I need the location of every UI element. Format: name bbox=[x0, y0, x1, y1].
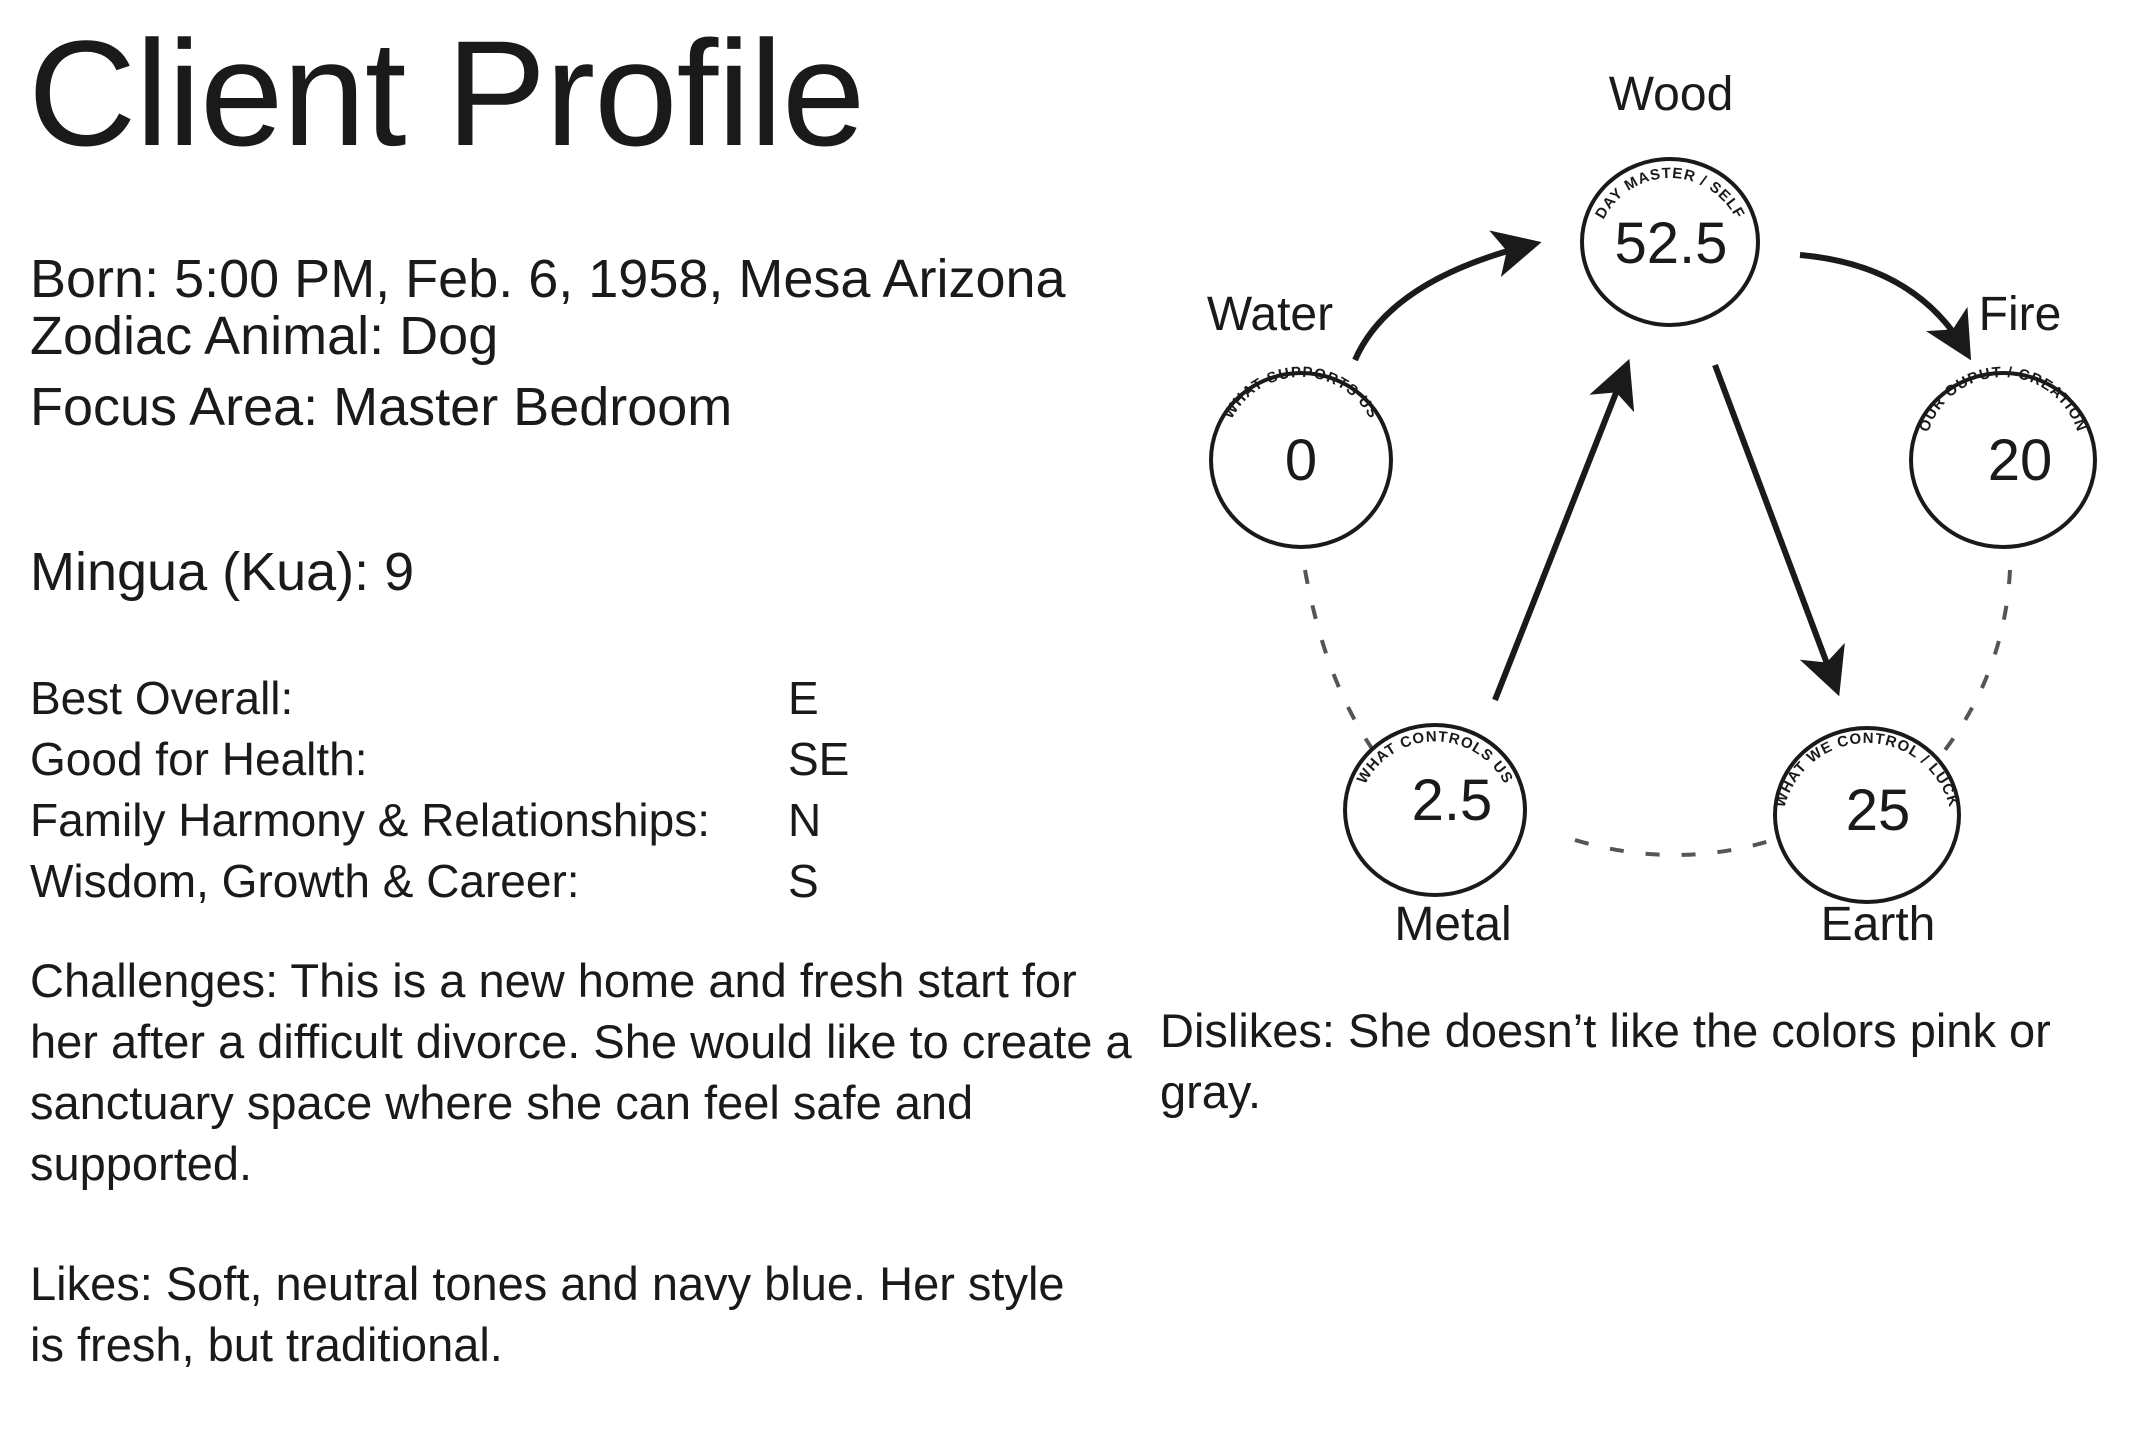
element-role-fire: OUR OUPUT / CREATION bbox=[1915, 363, 2091, 435]
element-name-wood: Wood bbox=[1608, 68, 1734, 121]
element-role-earth: WHAT WE CONTROL / LUCK bbox=[1771, 729, 1963, 810]
dashed-link bbox=[1945, 570, 2010, 750]
direction-label: Family Harmony & Relationships: bbox=[30, 794, 711, 846]
element-value-fire: 20 bbox=[1987, 428, 2053, 493]
direction-label: Good for Health: bbox=[30, 733, 368, 785]
element-value-metal: 2.5 bbox=[1411, 768, 1493, 833]
kua-number: Mingua (Kua): 9 bbox=[30, 542, 415, 602]
element-role-wood: DAY MASTER / SELF bbox=[1592, 164, 1748, 222]
focus-area: Focus Area: Master Bedroom bbox=[30, 377, 733, 437]
element-value-earth: 25 bbox=[1845, 778, 1911, 843]
likes-text: Likes: Soft, neutral tones and navy blue. Her style is fresh, but traditional. bbox=[30, 1257, 1065, 1371]
five-elements-diagram bbox=[1155, 60, 2152, 1000]
direction-label: Wisdom, Growth & Career: bbox=[30, 855, 580, 907]
element-role-metal: WHAT CONTROLS US bbox=[1353, 728, 1517, 787]
zodiac-animal: Zodiac Animal: Dog bbox=[30, 306, 499, 366]
dashed-link bbox=[1305, 570, 1373, 750]
element-value-wood: 52.5 bbox=[1614, 211, 1728, 276]
direction-label: Best Overall: bbox=[30, 672, 294, 724]
arrow-water-to-wood bbox=[1355, 245, 1530, 360]
element-name-fire: Fire bbox=[1978, 288, 2062, 341]
dashed-link bbox=[1575, 840, 1773, 855]
page-title: Client Profile bbox=[28, 9, 865, 177]
direction-value: SE bbox=[788, 733, 850, 785]
element-value-water: 0 bbox=[1284, 428, 1318, 493]
birth-info: Born: 5:00 PM, Feb. 6, 1958, Mesa Arizona bbox=[30, 249, 1066, 309]
arrow-wood-to-earth bbox=[1715, 365, 1835, 685]
dislikes-text: Dislikes: She doesn’t like the colors pink or gray. bbox=[1160, 1004, 2051, 1118]
element-name-water: Water bbox=[1206, 288, 1334, 341]
arrow-metal-to-wood bbox=[1495, 370, 1625, 700]
challenges-text: Challenges: This is a new home and fresh start for her after a difficult divorce. She would like to create a sanctuary space where she can feel safe and supported. bbox=[30, 954, 1132, 1190]
element-name-earth: Earth bbox=[1820, 898, 1936, 951]
direction-value: S bbox=[788, 855, 819, 907]
element-role-water: WHAT SUPPORTS US bbox=[1220, 363, 1382, 422]
direction-value: E bbox=[788, 672, 819, 724]
arrow-wood-to-fire bbox=[1800, 255, 1965, 350]
element-name-metal: Metal bbox=[1394, 898, 1512, 951]
direction-value: N bbox=[788, 794, 822, 846]
